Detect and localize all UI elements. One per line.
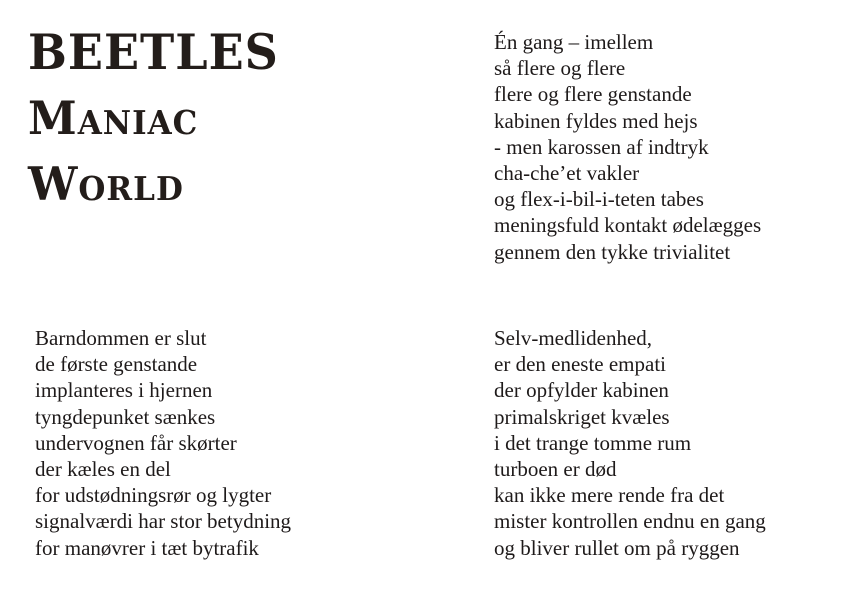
- poem-line: og flex-i-bil-i-teten tabes: [494, 187, 704, 212]
- page-title: [28, 23, 279, 228]
- poem-line: gennem den tykke trivialitet: [494, 239, 731, 264]
- poem-line: for udstødningsrør og lygter: [35, 483, 272, 508]
- title-line-world: World: [28, 157, 184, 212]
- title-line-maniac: Maniac: [28, 91, 199, 146]
- poem-stanza-bottom-left: [35, 325, 291, 561]
- poem-line: kan ikke mere rende fra det: [494, 483, 725, 508]
- poem-line: og bliver rullet om på ryggen: [494, 535, 740, 560]
- poem-line: implanteres i hjernen: [35, 378, 213, 403]
- poem-line: i det trange tomme rum: [494, 430, 692, 455]
- poem-line: undervognen får skørter: [35, 430, 237, 455]
- poem-line: så flere og flere: [494, 56, 626, 81]
- poem-line: der kæles en del: [35, 457, 171, 482]
- poem-line: der opfylder kabinen: [494, 378, 669, 403]
- poem-line: er den eneste empati: [494, 352, 666, 377]
- poem-line: mister kontrollen endnu en gang: [494, 509, 766, 534]
- poem-stanza-bottom-right: [494, 325, 766, 561]
- poem-line: Selv-medlidenhed,: [494, 326, 653, 350]
- poem-line: flere og flere genstande: [494, 82, 692, 107]
- poem-line: meningsfuld kontakt ødelægges: [494, 213, 762, 238]
- poem-line: signalværdi har stor betydning: [35, 509, 292, 534]
- poem-line: de første genstande: [35, 352, 198, 377]
- poem-line: turboen er død: [494, 457, 617, 482]
- title-line-beetles: BEETLES: [28, 23, 279, 81]
- poem-stanza-top-right: [494, 29, 761, 265]
- poem-line: tyngdepunket sænkes: [35, 404, 216, 429]
- poem-line: kabinen fyldes med hejs: [494, 108, 698, 133]
- poem-line: - men karossen af indtryk: [494, 134, 709, 159]
- poem-line: primalskriget kvæles: [494, 404, 670, 429]
- poem-line: Barndommen er slut: [35, 326, 207, 350]
- poem-line: Én gang – imellem: [494, 30, 654, 54]
- poem-line: for manøvrer i tæt bytrafik: [35, 535, 259, 560]
- poem-line: cha-che’et vakler: [494, 161, 640, 186]
